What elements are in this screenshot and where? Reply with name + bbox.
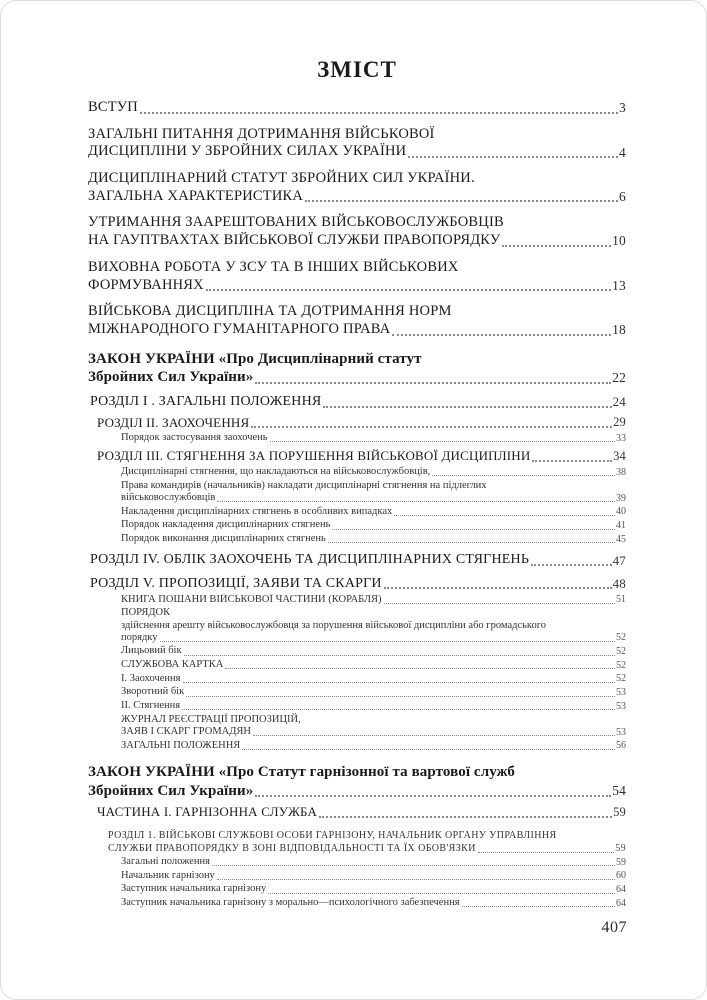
dot-leader [531, 564, 612, 566]
toc-entry-title: ЧАСТИНА I. ГАРНІЗОННА СЛУЖБА [97, 804, 318, 820]
dot-leader [140, 112, 618, 114]
toc-entry [88, 170, 626, 205]
toc-entry-page-number: 47 [612, 552, 626, 568]
toc-entry-line [121, 740, 626, 752]
toc-entry-page-number: 3 [619, 100, 626, 116]
toc-entry-line [121, 645, 626, 657]
toc-entry-page-number: 52 [616, 673, 626, 685]
toc-entry [88, 99, 626, 117]
toc-entry-page-number: 41 [616, 520, 626, 531]
dot-leader [182, 709, 615, 710]
toc-entry [121, 883, 626, 895]
toc-entry [88, 214, 626, 249]
toc-entry-page-number: 33 [616, 432, 626, 444]
toc-entry-title: Збройних Сил України» [88, 782, 254, 799]
toc-entry-title: Заступник начальника гарнізону [121, 883, 267, 895]
toc-entry-page-number: 38 [616, 466, 626, 478]
toc-entry-line [90, 393, 626, 411]
toc-entry-title: Дисциплінарні стягнення, що накладаються на військовослужбовців, [121, 466, 431, 478]
toc-entry-page-number: 52 [616, 659, 626, 671]
dot-leader [183, 682, 616, 683]
toc-entry-line [121, 726, 626, 738]
dot-leader [462, 906, 615, 907]
toc-entry-page-number: 59 [613, 804, 626, 819]
footer-page-number: 407 [601, 919, 627, 936]
toc-entry-line: ЗАГАЛЬНІ ПИТАННЯ ДОТРИМАННЯ ВІЙСЬКОВОЇ [88, 125, 435, 142]
toc-entry-line [121, 533, 626, 545]
toc-entry-page-number: 53 [616, 687, 626, 699]
page-content [88, 57, 626, 909]
toc-entry-line [121, 632, 626, 644]
toc-entry-title: порядку [121, 631, 158, 643]
toc-entry-title: Порядок накладення дисциплінарних стягнень [121, 519, 331, 531]
dot-leader [255, 382, 611, 384]
toc-entry-line [121, 466, 626, 478]
toc-entry-title: Загальні положення [121, 856, 210, 868]
toc-entry [121, 673, 626, 685]
toc-entry-title: РОЗДІЛ II. ЗАОХОЧЕННЯ [97, 414, 250, 430]
toc-entry-title: ФОРМУВАННЯХ [88, 276, 204, 293]
toc-entry-title: Збройних Сил України» [88, 369, 254, 386]
toc-entry-page-number: 59 [615, 842, 626, 854]
toc-entry-line [88, 232, 626, 250]
toc-list [88, 99, 626, 909]
toc-entry-line: Права командирів (начальників) накладати дисциплінарні стягнення на підлеглих [121, 479, 487, 491]
toc-entry-title: ЗАЯВ І СКАРГ ГРОМАДЯН [121, 725, 252, 737]
dot-leader [212, 865, 615, 866]
toc-entry-line [121, 506, 626, 518]
toc-entry-page-number: 48 [612, 576, 626, 592]
dot-leader [394, 515, 615, 516]
toc-entry-line [121, 700, 626, 712]
page-title: ЗМІСТ [317, 57, 397, 82]
toc-entry-title: МІЖНАРОДНОГО ГУМАНІТАРНОГО ПРАВА [88, 320, 391, 337]
toc-entry-line [88, 321, 626, 339]
toc-entry-line [121, 492, 626, 504]
toc-entry [121, 897, 626, 909]
toc-entry [121, 645, 626, 657]
toc-entry-page-number: 45 [616, 533, 626, 545]
toc-entry-line: ЗАКОН УКРАЇНИ «Про Дисциплінарний статут [88, 350, 422, 367]
toc-entry-page-number: 40 [616, 506, 626, 518]
toc-entry [121, 533, 626, 545]
toc-entry-line [121, 673, 626, 685]
toc-entry [90, 551, 626, 569]
toc-entry-page-number: 52 [616, 632, 626, 644]
toc-entry-line [121, 594, 626, 606]
toc-entry [90, 575, 626, 593]
dot-leader [217, 501, 615, 502]
dot-leader [206, 289, 611, 291]
toc-entry-line [121, 686, 626, 698]
toc-entry [121, 594, 626, 606]
toc-entry-page-number: 10 [612, 233, 626, 249]
dot-leader [478, 852, 614, 853]
toc-entry-title: військовослужбовців [121, 492, 216, 504]
toc-entry [88, 303, 626, 338]
toc-entry-line: здійснення арешту військовослужбовця за порушення військової дисципліни або громадського [121, 619, 547, 631]
dot-leader [328, 542, 615, 543]
toc-entry-page-number: 64 [616, 897, 626, 909]
dot-leader [408, 156, 618, 158]
dot-leader [184, 655, 615, 656]
toc-entry-page-number: 64 [616, 884, 626, 895]
toc-entry-line [121, 519, 626, 531]
toc-entry-title: Лицьовий бік [121, 645, 182, 657]
toc-entry-page-number: 52 [616, 646, 626, 658]
dot-leader [217, 879, 615, 880]
dot-leader [502, 245, 611, 247]
toc-entry-line: ВІЙСЬКОВА ДИСЦИПЛІНА ТА ДОТРИМАННЯ НОРМ [88, 303, 452, 320]
toc-entry [121, 686, 626, 698]
toc-entry-title: РОЗДІЛ III. СТЯГНЕННЯ ЗА ПОРУШЕННЯ ВІЙСЬКОВОЇ ДИСЦИПЛІНИ [97, 448, 531, 464]
toc-entry-title: ЗАГАЛЬНІ ПОЛОЖЕННЯ [121, 739, 241, 751]
toc-entry [97, 804, 626, 820]
toc-entry-line [88, 368, 626, 387]
dot-leader [251, 426, 612, 428]
dot-leader [242, 749, 615, 750]
toc-entry [108, 829, 626, 855]
toc-entry-line: ДИСЦИПЛІНАРНИЙ СТАТУТ ЗБРОЙНИХ СИЛ УКРАЇНИ. [88, 170, 475, 187]
toc-entry-title: Накладення дисциплінарних стягнень в особливих випадках [121, 505, 393, 517]
dot-leader [532, 460, 612, 462]
dot-leader [384, 603, 615, 604]
dot-leader [160, 641, 616, 642]
toc-entry-line [88, 188, 626, 206]
toc-entry-line: ПОРЯДОК [121, 607, 171, 619]
toc-entry-title: Заступник начальника гарнізону з морально—психологічного забезпечення [121, 897, 460, 909]
toc-entry-line: ВИХОВНА РОБОТА У ЗСУ ТА В ІНШИХ ВІЙСЬКОВИХ [88, 258, 459, 275]
toc-entry-title: КНИГА ПОШАНИ ВІЙСЬКОВОЇ ЧАСТИНИ (КОРАБЛЯ) [121, 593, 382, 605]
toc-entry-page-number: 53 [616, 726, 626, 738]
toc-entry [88, 350, 626, 388]
dot-leader [432, 475, 615, 476]
toc-entry [121, 519, 626, 531]
toc-entry-title: ВСТУП [88, 99, 138, 115]
dot-leader [270, 441, 615, 442]
toc-entry-title: СЛУЖБИ ПРАВОПОРЯДКУ В ЗОНІ ВІДПОВІДАЛЬНОСТІ ТА ЇХ ОБОВ'ЯЗКИ [108, 842, 476, 854]
toc-entry [121, 480, 626, 504]
toc-entry-title: СЛУЖБОВА КАРТКА [121, 659, 224, 671]
toc-entry-page-number: 53 [616, 700, 626, 712]
toc-entry-line: ЖУРНАЛ РЕЄСТРАЦІЇ ПРОПОЗИЦІЙ, [121, 713, 301, 725]
toc-entry-line: РОЗДІЛ 1. ВІЙСЬКОВІ СЛУЖБОВІ ОСОБИ ГАРНІЗОНУ, НАЧАЛЬНИК ОРГАНУ УПРАВЛІННЯ [108, 829, 557, 841]
dot-leader [392, 334, 611, 336]
toc-entry-title: РОЗДІЛ I . ЗАГАЛЬНІ ПОЛОЖЕННЯ [90, 394, 322, 410]
toc-entry [97, 448, 626, 464]
toc-entry-page-number: 24 [612, 394, 626, 410]
toc-entry-page-number: 13 [612, 277, 626, 293]
toc-entry-title: Начальник гарнізону [121, 869, 215, 881]
toc-entry-line [121, 659, 626, 671]
toc-entry-page-number: 54 [612, 783, 626, 799]
toc-entry [121, 856, 626, 868]
toc-entry-line: УТРИМАННЯ ЗААРЕШТОВАНИХ ВІЙСЬКОВОСЛУЖБОВЦІВ [88, 214, 504, 231]
toc-entry-line [121, 856, 626, 868]
toc-entry-title: Порядок виконання дисциплінарних стягнень [121, 533, 326, 545]
toc-entry [121, 700, 626, 712]
toc-entry [97, 415, 626, 431]
dot-leader [384, 587, 612, 589]
dot-leader [268, 893, 615, 894]
toc-entry [88, 763, 626, 801]
toc-entry-line [88, 277, 626, 295]
toc-entry [121, 432, 626, 444]
toc-entry-line [97, 448, 626, 464]
toc-entry [121, 466, 626, 478]
toc-entry-title: НА ГАУПТВАХТАХ ВІЙСЬКОВОЇ СЛУЖБИ ПРАВОПОРЯДКУ [88, 232, 501, 249]
toc-entry-line [97, 415, 626, 431]
toc-entry [88, 126, 626, 161]
toc-entry-line [90, 551, 626, 569]
dot-leader [253, 735, 615, 736]
toc-entry-page-number: 59 [616, 856, 626, 868]
toc-entry-page-number: 60 [616, 870, 626, 882]
toc-entry-title: Зворотний бік [121, 686, 185, 698]
toc-entry-title: ЗАГАЛЬНА ХАРАКТЕРИСТИКА [88, 187, 304, 204]
toc-entry-page-number: 18 [612, 322, 626, 338]
toc-entry-line [121, 897, 626, 909]
toc-entry-line [88, 143, 626, 161]
toc-entry-title: II. Стягнення [121, 700, 181, 712]
toc-entry-title: Порядок застосування заохочень [121, 432, 268, 444]
dot-leader [332, 529, 615, 530]
toc-entry-page-number: 51 [616, 594, 626, 606]
toc-entry-page-number: 6 [619, 188, 626, 204]
dot-leader [323, 406, 611, 408]
toc-entry [121, 506, 626, 518]
toc-entry-line [97, 804, 626, 820]
toc-entry-line [121, 883, 626, 895]
toc-entry-page-number: 29 [613, 415, 626, 430]
toc-entry-page-number: 56 [616, 740, 626, 752]
toc-entry-page-number: 34 [613, 449, 626, 464]
dot-leader [319, 816, 612, 818]
toc-entry [121, 740, 626, 752]
toc-entry-title: РОЗДІЛ IV. ОБЛІК ЗАОХОЧЕНЬ ТА ДИСЦИПЛІНАРНИХ СТЯГНЕНЬ [90, 552, 530, 568]
toc-entry-line [88, 782, 626, 801]
toc-entry-line [90, 575, 626, 593]
dot-leader [255, 795, 611, 797]
toc-entry-title: ДИСЦИПЛІНИ У ЗБРОЙНИХ СИЛАХ УКРАЇНИ [88, 143, 407, 160]
toc-entry-page-number: 4 [619, 144, 626, 160]
toc-entry [90, 393, 626, 411]
toc-entry-title: I. Заохочення [121, 672, 181, 684]
dot-leader [305, 200, 618, 202]
toc-entry [88, 259, 626, 294]
toc-entry [121, 607, 626, 644]
toc-entry [121, 870, 626, 882]
toc-entry [121, 659, 626, 671]
toc-entry-line [121, 432, 626, 444]
toc-entry-line [88, 99, 626, 117]
toc-entry-line [121, 870, 626, 882]
toc-entry-line [108, 842, 626, 855]
toc-entry-page-number: 39 [616, 492, 626, 504]
toc-entry [121, 714, 626, 738]
toc-entry-line: ЗАКОН УКРАЇНИ «Про Статут гарнізонної та вартової служб [88, 763, 515, 780]
dot-leader [225, 668, 615, 669]
dot-leader [186, 696, 615, 697]
toc-entry-title: РОЗДІЛ V. ПРОПОЗИЦІЇ, ЗАЯВИ ТА СКАРГИ [90, 575, 382, 591]
toc-entry-page-number: 22 [612, 370, 626, 386]
